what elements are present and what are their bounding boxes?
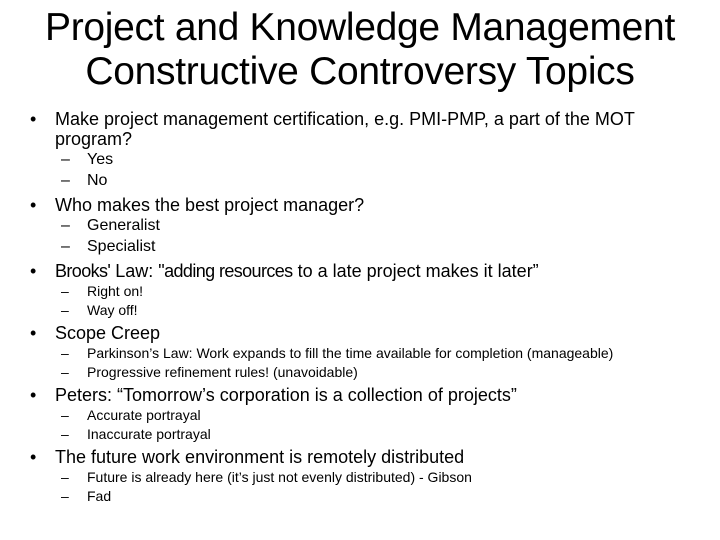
bullet-list xyxy=(30,109,695,509)
sub-bullet-list xyxy=(55,407,695,442)
sub-bullet-item: – Accurate portrayal xyxy=(55,407,695,423)
bullet-text-fragment: to a late project makes it later” xyxy=(292,261,539,281)
bullet-item xyxy=(30,385,695,442)
bullet-item xyxy=(30,447,695,504)
sub-bullet-item: – Fad xyxy=(55,488,695,504)
slide-title xyxy=(0,6,720,94)
bullet-text: • Who makes the best project manager? xyxy=(55,195,365,215)
bullet-text: • The future work environment is remotely distributed xyxy=(55,447,465,467)
sub-bullet-list xyxy=(55,283,695,318)
sub-bullet-item: – Progressive refinement rules! (unavoidable) xyxy=(55,364,695,380)
bullet-text xyxy=(55,261,695,281)
sub-bullet-item: – Future is already here (it’s just not evenly distributed) - Gibson xyxy=(55,469,695,485)
sub-bullet-item: – Right on! xyxy=(55,283,695,299)
adding-resources-link[interactable]: "adding resources xyxy=(158,261,293,281)
title-line-2: Constructive Controversy Topics xyxy=(85,50,635,93)
sub-bullet-item: – Parkinson’s Law: Work expands to fill the time available for completion (manageable) xyxy=(55,345,695,361)
bullet-text: • Scope Creep xyxy=(55,323,161,343)
bullet-item xyxy=(30,195,695,256)
sub-bullet-item: – Yes xyxy=(55,151,695,169)
sub-bullet-item: – Way off! xyxy=(55,302,695,318)
sub-bullet-list xyxy=(55,217,695,256)
sub-bullet-item: – No xyxy=(55,172,695,190)
brooks-link[interactable]: Brooks' xyxy=(55,261,111,281)
sub-bullet-item: – Specialist xyxy=(55,238,695,256)
title-line-1: Project and Knowledge Management xyxy=(45,6,675,49)
bullet-text: • Make project management certification, e.g. PMI-PMP, a part of the MOT program? xyxy=(55,109,635,149)
sub-bullet-item: – Inaccurate portrayal xyxy=(55,426,695,442)
sub-bullet-list xyxy=(55,469,695,504)
bullet-item xyxy=(30,109,695,190)
bullet-text-fragment: Law: xyxy=(110,261,159,281)
bullet-item xyxy=(30,323,695,380)
sub-bullet-item: – Generalist xyxy=(55,217,695,235)
sub-bullet-list xyxy=(55,345,695,380)
sub-bullet-list xyxy=(55,151,695,190)
bullet-text: • Peters: “Tomorrow’s corporation is a collection of projects” xyxy=(55,385,517,405)
bullet-item xyxy=(30,261,695,318)
